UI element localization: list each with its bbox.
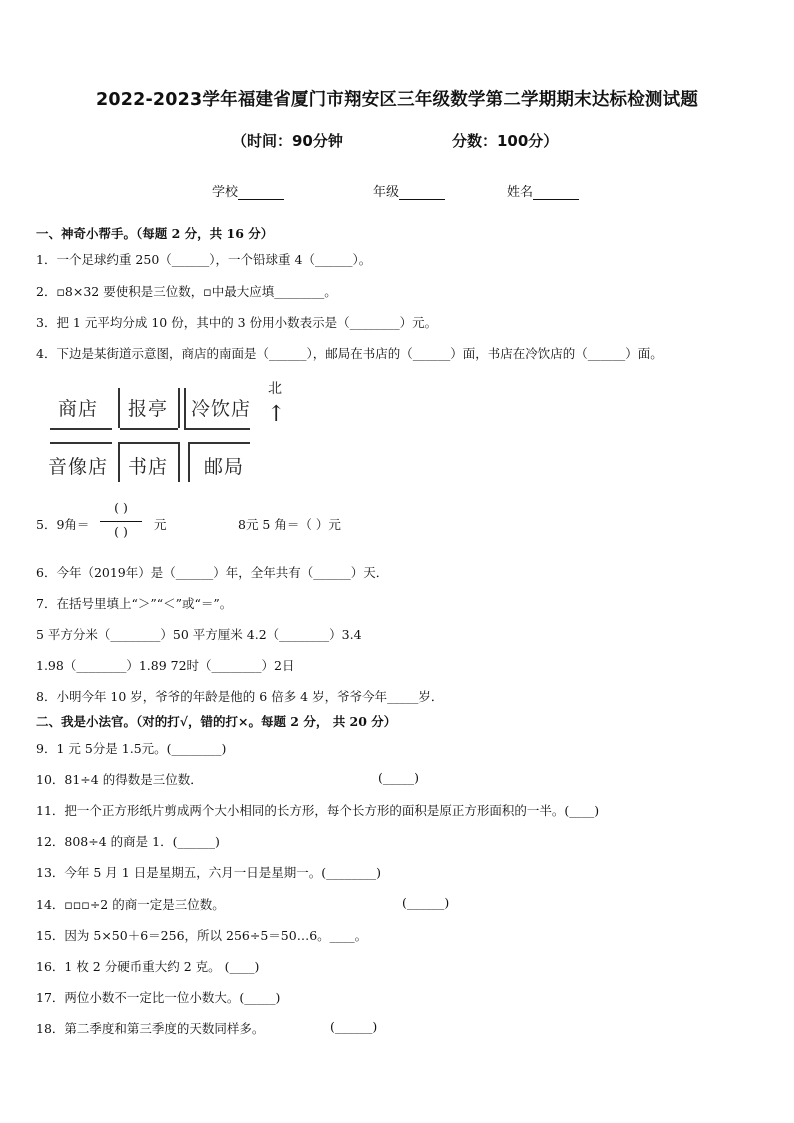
question-5-unit: 元 xyxy=(154,517,167,532)
question-1: 1．一个足球约重 250（______），一个铅球重 4（______）。 xyxy=(36,252,372,267)
question-18: 18．第二季度和第三季度的天数同样多。 xyxy=(36,1021,265,1036)
question-5b: 8元 5 角＝（ ）元 xyxy=(238,517,341,532)
question-17: 17．两位小数不一定比一位小数大。(_____) xyxy=(36,990,281,1005)
page-title: 2022-2023学年福建省厦门市翔安区三年级数学第二学期期末达标检测试题 xyxy=(95,90,699,110)
question-7b: 1.98（________）1.89 72时（________）2日 xyxy=(36,658,295,673)
school-label: 学校 xyxy=(212,185,239,200)
fraction-blank[interactable] xyxy=(98,500,144,544)
section1-heading: 一、神奇小帮手。（每题 2 分，共 16 分） xyxy=(36,226,274,241)
grade-field[interactable] xyxy=(373,181,445,200)
question-3: 3．把 1 元平均分成 10 份，其中的 3 份用小数表示是（________）元。 xyxy=(36,315,438,330)
question-13: 13．今年 5 月 1 日是星期五，六月一日是星期一。(________) xyxy=(36,865,381,880)
question-11: 11．把一个正方形纸片剪成两个大小相同的长方形，每个长方形的面积是原正方形面积的一半。(____) xyxy=(36,803,600,818)
question-5-prefix: 5．9角＝ xyxy=(36,517,90,532)
name-label: 姓名 xyxy=(507,185,534,200)
north-arrow-icon: ↑ xyxy=(267,402,287,427)
question-12: 12．808÷4 的商是 1．(______) xyxy=(36,834,220,849)
exam-score: 分数：100分） xyxy=(452,132,559,150)
grade-label: 年级 xyxy=(373,185,400,200)
street-map-diagram xyxy=(48,378,298,488)
section2-heading: 二、我是小法官。（对的打√，错的打×。每题 2 分， 共 20 分） xyxy=(36,714,397,729)
question-8: 8．小明今年 10 岁，爷爷的年龄是他的 6 倍多 4 岁，爷爷今年_____岁． xyxy=(36,689,444,704)
question-18-blank[interactable]: (______) xyxy=(330,1019,378,1034)
question-9: 9．1 元 5分是 1.5元。(________) xyxy=(36,741,227,756)
question-16: 16．1 枚 2 分硬币重大约 2 克。 (____) xyxy=(36,959,260,974)
question-14-blank[interactable]: (______) xyxy=(402,895,450,910)
question-4: 4．下边是某街道示意图，商店的南面是（______），邮局在书店的（______）面，书店在冷饮店的（______）面。 xyxy=(36,346,663,361)
map-shop: 商店 xyxy=(58,398,99,420)
question-2: 2．▫8×32 要使积是三位数，▫中最大应填________。 xyxy=(36,284,337,299)
map-bookstore: 书店 xyxy=(128,456,169,478)
question-10-blank[interactable]: (_____) xyxy=(378,770,420,785)
question-15: 15．因为 5×50＋6＝256，所以 256÷5＝50…6。____。 xyxy=(36,928,368,943)
map-post: 邮局 xyxy=(204,456,245,478)
name-field[interactable] xyxy=(507,181,579,200)
map-kiosk: 报亭 xyxy=(128,398,169,420)
question-14: 14．▫▫▫÷2 的商一定是三位数。 xyxy=(36,897,225,912)
question-6: 6．今年（2019年）是（______）年，全年共有（______）天． xyxy=(36,565,389,580)
question-7: 7．在括号里填上“＞”“＜”或“＝”。 xyxy=(36,596,233,611)
fraction-numerator: ( ) xyxy=(114,500,128,515)
fraction-denominator: ( ) xyxy=(114,524,128,539)
map-drinks: 冷饮店 xyxy=(191,398,252,420)
map-north: 北 xyxy=(268,381,283,397)
map-video: 音像店 xyxy=(48,456,109,478)
exam-time: （时间：90分钟 xyxy=(232,132,343,150)
school-field[interactable] xyxy=(212,181,284,200)
question-10: 10．81÷4 的得数是三位数． xyxy=(36,772,203,787)
question-7a: 5 平方分米（________）50 平方厘米 4.2（________）3.4 xyxy=(36,627,362,642)
